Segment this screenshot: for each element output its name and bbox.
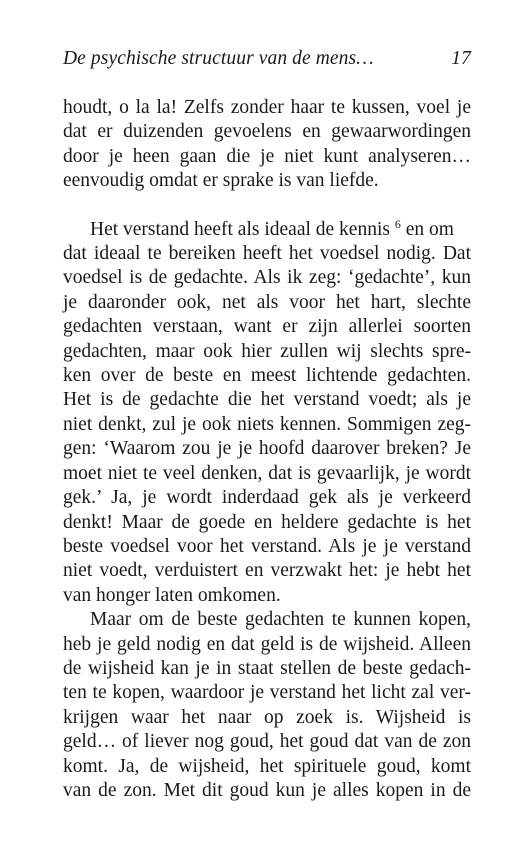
page-number: 17 xyxy=(451,48,471,69)
text-line xyxy=(63,218,471,242)
text-line: gedachten, maar ook hier zullen wij slechts spre- xyxy=(63,340,471,362)
paragraph xyxy=(63,96,471,194)
running-header xyxy=(63,48,471,70)
text-line: houdt, o la la! Zelfs zonder haar te kussen, voel je xyxy=(63,97,471,118)
footnote-reference[interactable]: 6 xyxy=(394,216,401,231)
text-line: dat er duizenden gevoelens en gewaarwordingen xyxy=(63,121,471,143)
text-line: van honger laten omkomen. xyxy=(63,584,281,606)
text-line: geld… of liever nog goud, het goud dat van de zon xyxy=(63,731,471,753)
text-line-end: en om xyxy=(405,218,454,240)
text-line: gen: ‘Waarom zou je je hoofd daarover breken? Je xyxy=(63,438,471,460)
text-line: door je heen gaan die je niet kunt analyseren… xyxy=(63,145,471,167)
paragraph-break xyxy=(63,194,471,218)
paragraph xyxy=(63,608,471,803)
text-line: je daaronder ook, net als voor het hart, slechte xyxy=(63,291,471,313)
text-line: dat ideaal te bereiken heeft het voedsel nodig. Dat xyxy=(63,243,471,265)
text-line: beste voedsel voor het verstand. Als je je verstand xyxy=(63,535,471,557)
text-line-start: Het verstand heeft als ideaal de kennis xyxy=(90,218,390,240)
text-line: voedsel is de gedachte. Als ik zeg: ‘gedachte’, kun xyxy=(63,267,471,289)
text-line: niet voedt, verduistert en verzwakt het: je hebt het xyxy=(63,560,471,582)
text-line: gek.’ Ja, je wordt inderdaad gek als je verkeerd xyxy=(63,487,471,509)
text-line: moet niet te veel denken, dat is gevaarlijk, je wordt xyxy=(63,462,471,484)
text-line: heb je geld nodig en dat geld is de wijsheid. Alleen xyxy=(63,633,471,655)
paragraph xyxy=(63,218,471,609)
text-line: denkt! Maar de goede en heldere gedachte is het xyxy=(63,511,471,533)
text-line: eenvoudig omdat er sprake is van liefde. xyxy=(63,170,379,192)
text-line: ten te kopen, waardoor je verstand het licht zal ver- xyxy=(63,682,471,704)
text-line: Maar om de beste gedachten te kunnen kopen, xyxy=(90,609,471,631)
text-line: krijgen waar het naar op zoek is. Wijsheid is xyxy=(63,706,471,728)
text-line: niet denkt, zul je ook niets kennen. Sommigen zeg- xyxy=(63,413,471,435)
text-line: Het is de gedachte die het verstand voedt; als je xyxy=(63,389,471,411)
text-line: de wijsheid kan je in staat stellen de beste gedach- xyxy=(63,657,471,679)
text-line: ken over de beste en meest lichtende gedachten. xyxy=(63,365,471,387)
text-line: komt. Ja, de wijsheid, het spirituele goud, komt xyxy=(63,755,471,777)
chapter-title: De psychische structuur van de mens… xyxy=(63,48,374,69)
text-line: van de zon. Met dit goud kun je alles kopen in de xyxy=(63,779,471,801)
text-line: gedachten verstaan, want er zijn allerlei soorten xyxy=(63,316,471,338)
body-text xyxy=(63,96,471,803)
